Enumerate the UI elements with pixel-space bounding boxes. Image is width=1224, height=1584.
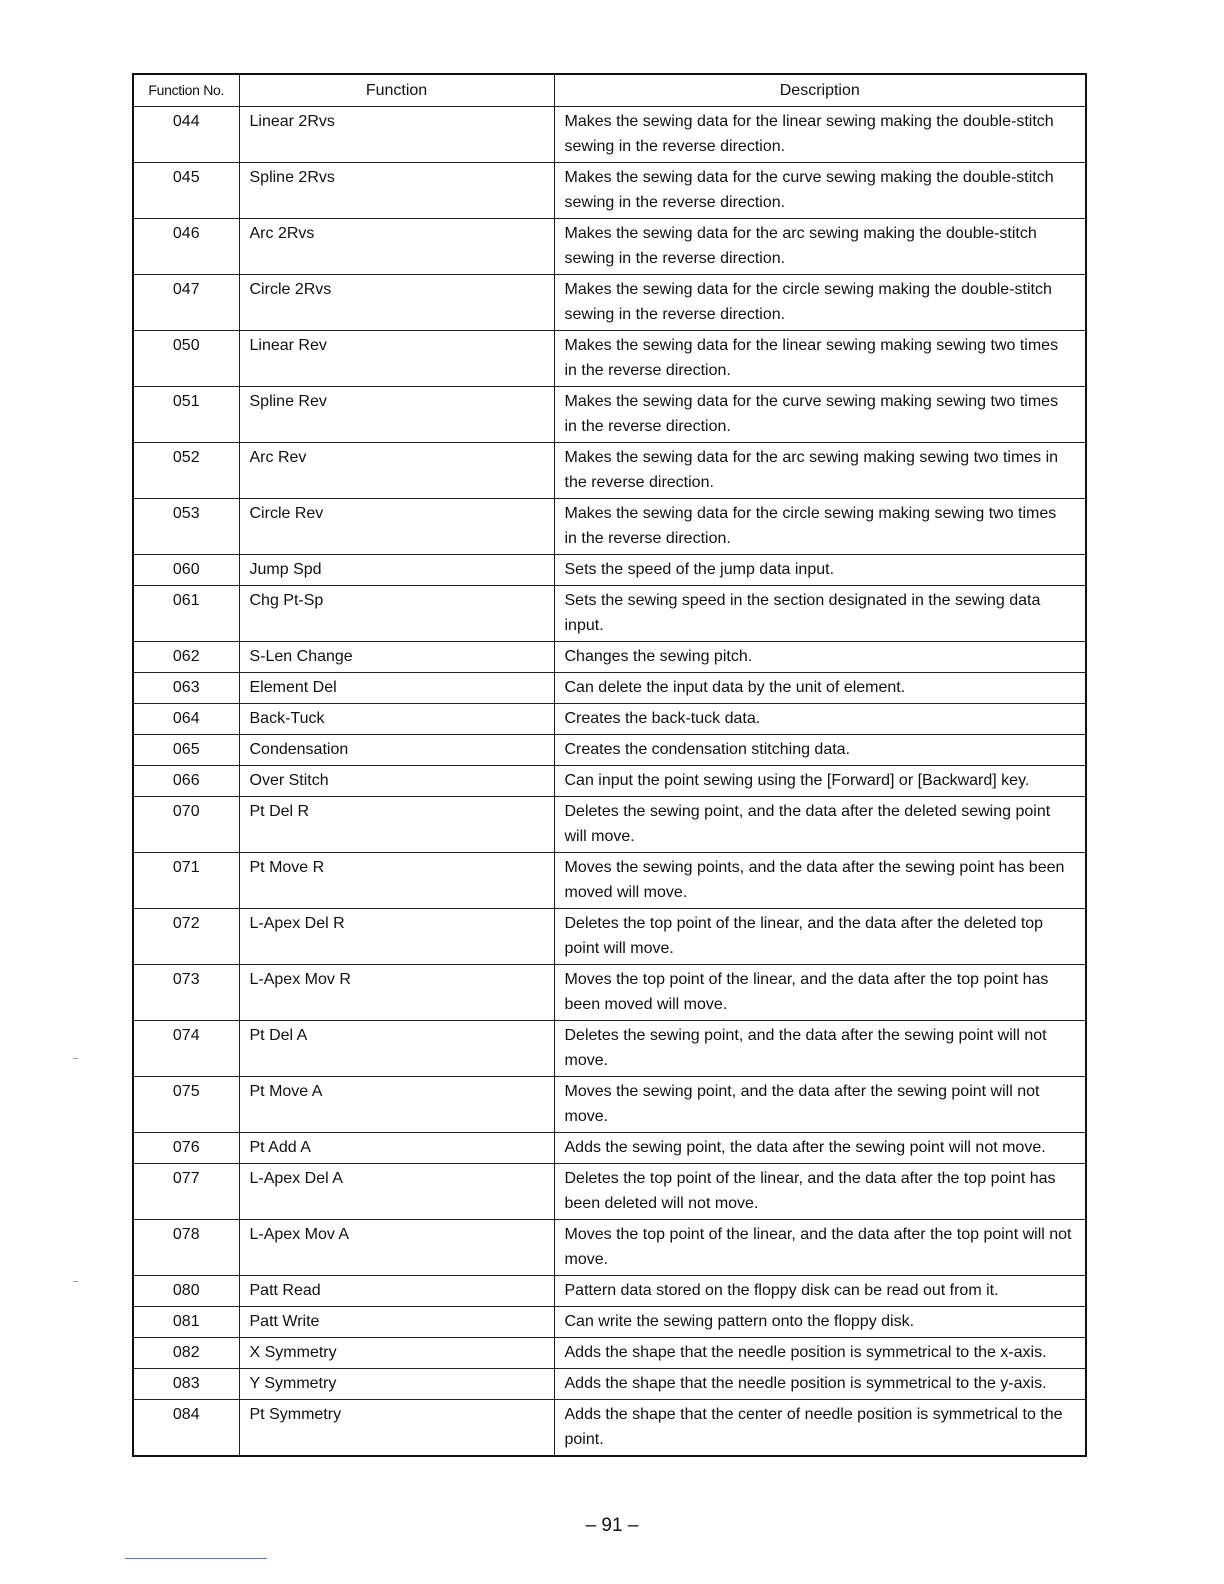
table-row xyxy=(133,1220,1086,1276)
description-cell: Creates the back-tuck data. xyxy=(554,704,1086,735)
table-row xyxy=(133,1164,1086,1220)
header-function-no: Function No. xyxy=(133,74,239,107)
function-name-cell: Element Del xyxy=(239,673,554,704)
table-row xyxy=(133,909,1086,965)
function-name-cell: Pt Add A xyxy=(239,1133,554,1164)
description-cell: Sets the sewing speed in the section designated in the sewing data input. xyxy=(554,586,1086,642)
page-number: – 91 – xyxy=(585,1515,639,1536)
table-row xyxy=(133,766,1086,797)
description-cell: Creates the condensation stitching data. xyxy=(554,735,1086,766)
description-cell: Adds the shape that the center of needle position is symmetrical to the point. xyxy=(554,1400,1086,1457)
table-row xyxy=(133,965,1086,1021)
description-cell: Adds the shape that the needle position is symmetrical to the y-axis. xyxy=(554,1369,1086,1400)
function-number-cell: 074 xyxy=(133,1021,239,1077)
function-name-cell: Spline 2Rvs xyxy=(239,163,554,219)
table-row xyxy=(133,642,1086,673)
function-number-cell: 050 xyxy=(133,331,239,387)
function-name-cell: Pt Del A xyxy=(239,1021,554,1077)
function-number-cell: 075 xyxy=(133,1077,239,1133)
table-row xyxy=(133,704,1086,735)
table-row xyxy=(133,1133,1086,1164)
function-name-cell: Chg Pt-Sp xyxy=(239,586,554,642)
description-cell: Moves the top point of the linear, and the data after the top point will not move. xyxy=(554,1220,1086,1276)
function-number-cell: 070 xyxy=(133,797,239,853)
footer-rule xyxy=(125,1558,267,1559)
function-name-cell: Pt Del R xyxy=(239,797,554,853)
description-cell: Makes the sewing data for the curve sewing making sewing two times in the reverse direction. xyxy=(554,387,1086,443)
function-number-cell: 083 xyxy=(133,1369,239,1400)
description-cell: Changes the sewing pitch. xyxy=(554,642,1086,673)
function-number-cell: 081 xyxy=(133,1307,239,1338)
table-row xyxy=(133,387,1086,443)
table-row xyxy=(133,107,1086,163)
function-name-cell: Spline Rev xyxy=(239,387,554,443)
table-row xyxy=(133,499,1086,555)
function-name-cell: Circle 2Rvs xyxy=(239,275,554,331)
table-row xyxy=(133,1400,1086,1457)
description-cell: Can delete the input data by the unit of element. xyxy=(554,673,1086,704)
function-number-cell: 066 xyxy=(133,766,239,797)
description-cell: Pattern data stored on the floppy disk can be read out from it. xyxy=(554,1276,1086,1307)
description-cell: Sets the speed of the jump data input. xyxy=(554,555,1086,586)
function-number-cell: 046 xyxy=(133,219,239,275)
description-cell: Deletes the top point of the linear, and the data after the deleted top point will move. xyxy=(554,909,1086,965)
table-row xyxy=(133,555,1086,586)
function-number-cell: 053 xyxy=(133,499,239,555)
function-name-cell: Pt Move R xyxy=(239,853,554,909)
table-row xyxy=(133,1021,1086,1077)
description-cell: Can write the sewing pattern onto the floppy disk. xyxy=(554,1307,1086,1338)
table-row xyxy=(133,1307,1086,1338)
description-cell: Makes the sewing data for the circle sewing making sewing two times in the reverse direction. xyxy=(554,499,1086,555)
header-function: Function xyxy=(239,74,554,107)
table-row xyxy=(133,1338,1086,1369)
function-name-cell: Over Stitch xyxy=(239,766,554,797)
function-number-cell: 072 xyxy=(133,909,239,965)
function-number-cell: 063 xyxy=(133,673,239,704)
function-number-cell: 073 xyxy=(133,965,239,1021)
function-number-cell: 047 xyxy=(133,275,239,331)
function-number-cell: 045 xyxy=(133,163,239,219)
function-number-cell: 060 xyxy=(133,555,239,586)
table-row xyxy=(133,1077,1086,1133)
function-number-cell: 080 xyxy=(133,1276,239,1307)
function-name-cell: X Symmetry xyxy=(239,1338,554,1369)
function-number-cell: 052 xyxy=(133,443,239,499)
function-name-cell: Arc Rev xyxy=(239,443,554,499)
function-number-cell: 064 xyxy=(133,704,239,735)
function-number-cell: 078 xyxy=(133,1220,239,1276)
function-name-cell: S-Len Change xyxy=(239,642,554,673)
description-cell: Makes the sewing data for the circle sewing making the double-stitch sewing in the reverse direction. xyxy=(554,275,1086,331)
function-name-cell: Arc 2Rvs xyxy=(239,219,554,275)
function-number-cell: 061 xyxy=(133,586,239,642)
table-row xyxy=(133,1276,1086,1307)
description-cell: Makes the sewing data for the linear sewing making the double-stitch sewing in the reverse direction. xyxy=(554,107,1086,163)
function-name-cell: L-Apex Del R xyxy=(239,909,554,965)
function-number-cell: 062 xyxy=(133,642,239,673)
function-name-cell: Jump Spd xyxy=(239,555,554,586)
table-row xyxy=(133,853,1086,909)
table-row xyxy=(133,331,1086,387)
function-name-cell: Back-Tuck xyxy=(239,704,554,735)
table-row xyxy=(133,163,1086,219)
function-number-cell: 065 xyxy=(133,735,239,766)
margin-mark xyxy=(73,1281,78,1282)
table-row xyxy=(133,1369,1086,1400)
function-name-cell: Circle Rev xyxy=(239,499,554,555)
function-name-cell: Patt Read xyxy=(239,1276,554,1307)
description-cell: Moves the top point of the linear, and the data after the top point has been moved will move. xyxy=(554,965,1086,1021)
function-number-cell: 071 xyxy=(133,853,239,909)
description-cell: Deletes the top point of the linear, and the data after the top point has been deleted will not move. xyxy=(554,1164,1086,1220)
description-cell: Makes the sewing data for the linear sewing making sewing two times in the reverse direction. xyxy=(554,331,1086,387)
table-row xyxy=(133,219,1086,275)
function-name-cell: Pt Symmetry xyxy=(239,1400,554,1457)
function-name-cell: Condensation xyxy=(239,735,554,766)
table-row xyxy=(133,735,1086,766)
table-row xyxy=(133,797,1086,853)
function-number-cell: 082 xyxy=(133,1338,239,1369)
function-name-cell: Pt Move A xyxy=(239,1077,554,1133)
margin-mark xyxy=(73,1058,78,1059)
table-row xyxy=(133,443,1086,499)
function-number-cell: 077 xyxy=(133,1164,239,1220)
table-header-row xyxy=(133,74,1086,107)
function-name-cell: Linear Rev xyxy=(239,331,554,387)
function-number-cell: 051 xyxy=(133,387,239,443)
description-cell: Can input the point sewing using the [Forward] or [Backward] key. xyxy=(554,766,1086,797)
table-row xyxy=(133,673,1086,704)
function-name-cell: Linear 2Rvs xyxy=(239,107,554,163)
description-cell: Deletes the sewing point, and the data after the sewing point will not move. xyxy=(554,1021,1086,1077)
function-name-cell: L-Apex Del A xyxy=(239,1164,554,1220)
description-cell: Adds the shape that the needle position is symmetrical to the x-axis. xyxy=(554,1338,1086,1369)
function-name-cell: L-Apex Mov A xyxy=(239,1220,554,1276)
description-cell: Makes the sewing data for the curve sewing making the double-stitch sewing in the reverse direction. xyxy=(554,163,1086,219)
function-number-cell: 076 xyxy=(133,1133,239,1164)
description-cell: Moves the sewing points, and the data after the sewing point has been moved will move. xyxy=(554,853,1086,909)
function-number-cell: 084 xyxy=(133,1400,239,1457)
description-cell: Deletes the sewing point, and the data after the deleted sewing point will move. xyxy=(554,797,1086,853)
description-cell: Makes the sewing data for the arc sewing making sewing two times in the reverse direction. xyxy=(554,443,1086,499)
header-description: Description xyxy=(554,74,1086,107)
table-row xyxy=(133,586,1086,642)
function-name-cell: Patt Write xyxy=(239,1307,554,1338)
function-table xyxy=(132,73,1087,1457)
description-cell: Makes the sewing data for the arc sewing making the double-stitch sewing in the reverse direction. xyxy=(554,219,1086,275)
table-row xyxy=(133,275,1086,331)
description-cell: Adds the sewing point, the data after the sewing point will not move. xyxy=(554,1133,1086,1164)
function-name-cell: Y Symmetry xyxy=(239,1369,554,1400)
description-cell: Moves the sewing point, and the data after the sewing point will not move. xyxy=(554,1077,1086,1133)
function-number-cell: 044 xyxy=(133,107,239,163)
function-name-cell: L-Apex Mov R xyxy=(239,965,554,1021)
